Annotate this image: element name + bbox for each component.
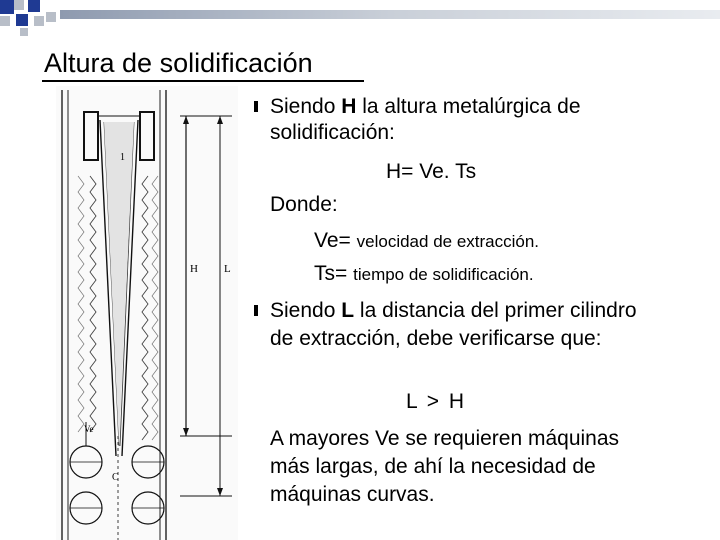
definition-ts [314, 261, 534, 288]
donde-label: Donde: [270, 193, 338, 216]
inequality: L > H [406, 390, 466, 413]
bullet-marker [254, 305, 258, 316]
slide-title: Altura de solidificación [44, 48, 313, 78]
bullet2-line1 [270, 298, 637, 324]
label-C: C [112, 472, 119, 483]
bullet2-symbol: L [341, 299, 355, 322]
conclusion-line2: más largas, de ahí la necesidad de [270, 455, 596, 478]
label-Ve: Ve [84, 424, 94, 434]
corner-decoration [0, 0, 60, 40]
bullet-marker [254, 101, 258, 112]
bullet2-line2: de extracción, debe verificarse que: [270, 327, 602, 350]
def1-term: Ve= [314, 229, 357, 252]
def1-desc: velocidad de extracción. [356, 232, 540, 251]
bullet1-line1 [270, 94, 581, 120]
label-H: H [190, 263, 198, 275]
bullet2-suffix: la distancia del primer cilindro [354, 299, 637, 322]
label-L: L [224, 263, 231, 275]
bullet1-line2: solidificación: [270, 121, 395, 144]
bullet1-suffix: la altura metalúrgica de [356, 95, 581, 118]
label-1: 1 [120, 152, 125, 163]
definition-ve [314, 228, 539, 255]
def2-desc: tiempo de solidificación. [353, 265, 534, 284]
title-underline [42, 80, 364, 82]
bullet1-symbol: H [341, 95, 357, 118]
formula-H: H= Ve. Ts [386, 160, 477, 183]
casting-machine-diagram [56, 86, 238, 540]
conclusion-line3: máquinas curvas. [270, 483, 435, 506]
def2-term: Ts= [314, 262, 354, 285]
bullet1-prefix: Siendo [270, 95, 342, 118]
conclusion-line1: A mayores Ve se requieren máquinas [270, 427, 620, 450]
header-gradient-bar [60, 10, 720, 19]
bullet2-prefix: Siendo [270, 299, 342, 322]
